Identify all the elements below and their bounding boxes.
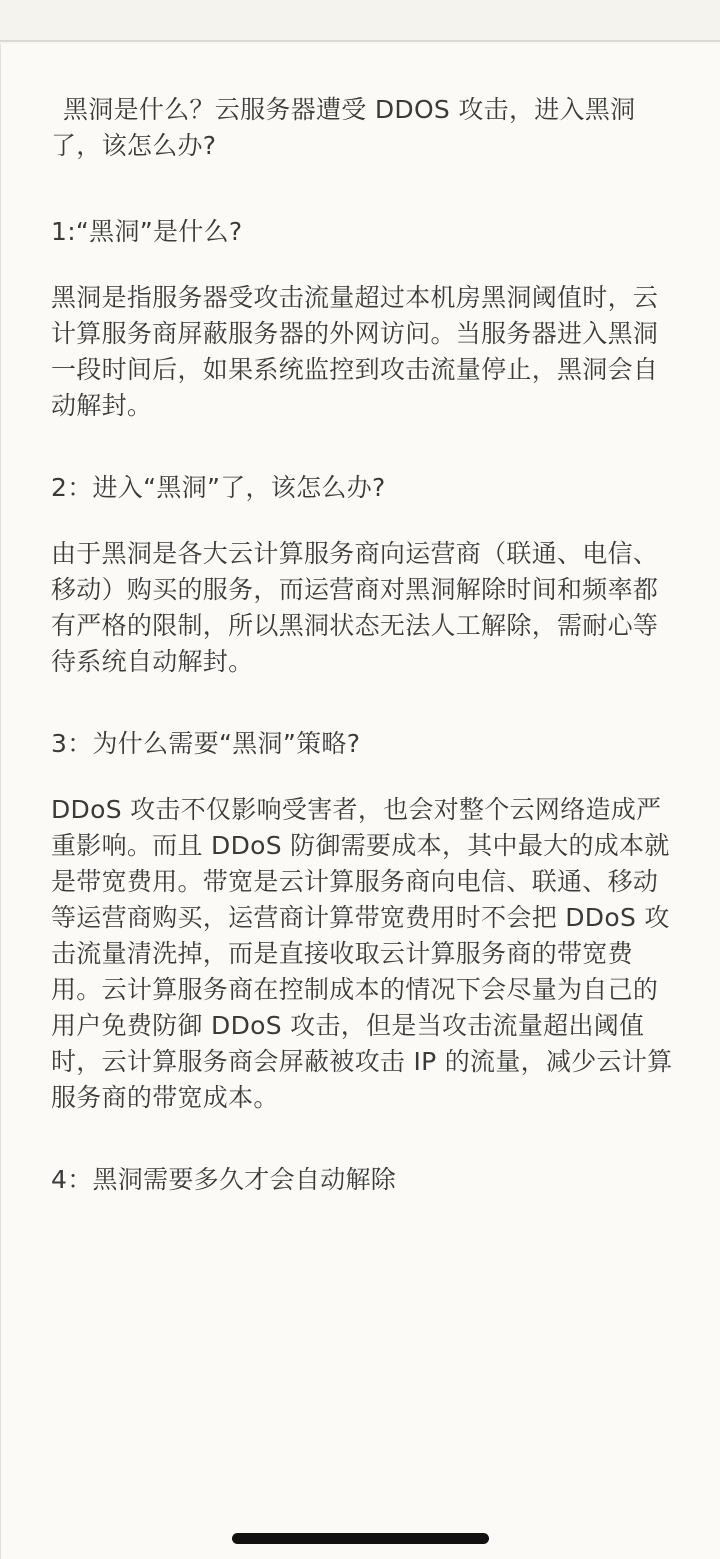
section-body: 由于黑洞是各大云计算服务商向运营商（联通、电信、移动）购买的服务，而运营商对黑洞解除时间和频率都有严格的限制，所以黑洞状态无法人工解除，需耐心等待系统自动解封。 [51,539,659,676]
home-indicator[interactable] [232,1533,489,1544]
section-heading: 1:“黑洞”是什么? [51,217,243,246]
top-bar [0,0,720,42]
section-heading: 3：为什么需要“黑洞”策略? [51,729,361,758]
section-heading: 4：黑洞需要多久才会自动解除 [51,1165,397,1194]
section-body: 黑洞是指服务器受攻击流量超过本机房黑洞阈值时，云计算服务商屏蔽服务器的外网访问。当服务器进入黑洞一段时间后，如果系统监控到攻击流量停止，黑洞会自动解封。 [51,283,659,420]
article-card [0,44,720,1559]
section-heading: 2：进入“黑洞”了，该怎么办? [51,473,386,502]
article-title: 黑洞是什么？云服务器遭受 DDOS 攻击，进入黑洞了，该怎么办? [51,95,636,160]
article-content [51,92,681,1198]
section-body: DDoS 攻击不仅影响受害者，也会对整个云网络造成严重影响。而且 DDoS 防御需要成本，其中最大的成本就是带宽费用。带宽是云计算服务商向电信、联通、移动等运营商购买，运营商计算带宽费用时不会把 DDoS 攻击流量清洗掉，而是直接收取云计算服务商的带宽费用。云计算服务商在控制成本的情况下会尽量为自己的用户免费防御 DDoS 攻击，但是当攻击流量超出阈值时，云计算服务商会屏蔽被攻击 IP 的流量，减少云计算服务商的带宽成本。 [51,795,673,1112]
